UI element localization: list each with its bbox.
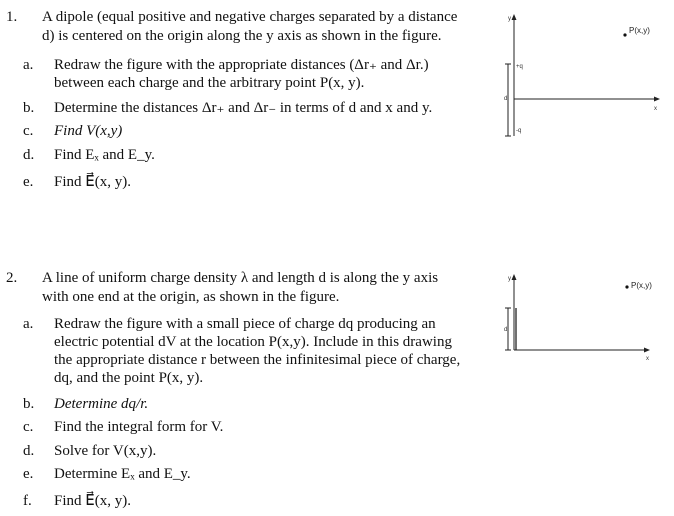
problem2-part-c-label: c.: [23, 419, 34, 435]
problem2-part-f-line1: Find E⃗(x, y).: [54, 493, 131, 509]
dipole-figure: [500, 8, 670, 148]
problem2-part-c-line1: Find the integral form for V.: [54, 419, 224, 435]
problem2-statement-line1: A line of uniform charge density λ and length d is along the y axis: [42, 270, 439, 286]
problem1-part-e-line1: Find E⃗(x, y).: [54, 174, 131, 190]
problem1-part-c-label: c.: [23, 123, 34, 139]
problem1-number: 1.: [6, 9, 18, 25]
problem2-part-d-label: d.: [23, 443, 35, 459]
problem2-part-a-line2: electric potential dV at the location P(x,y). Include in this drawing: [54, 334, 452, 350]
problem2-number: 2.: [6, 270, 18, 286]
figure2-x-arrow-icon: [644, 348, 650, 353]
problem1-part-a-label: a.: [23, 57, 34, 73]
problem2-part-f-label: f.: [23, 493, 32, 509]
problem1-part-b-line1: Determine the distances Δr₊ and Δr₋ in terms of d and x and y.: [54, 100, 433, 116]
problem1-part-a-line2: between each charge and the arbitrary point P(x, y).: [54, 75, 365, 91]
line-charge-figure: [500, 268, 670, 368]
figure1-plus-charge-label: +q: [516, 64, 523, 70]
problem2-part-b-line1: Determine dq/r.: [54, 396, 149, 412]
figure1-x-label: x: [654, 106, 657, 112]
figure1-point-p: [623, 33, 626, 36]
figure1-point-label: P(x,y): [629, 26, 650, 35]
problem2-part-e-line1: Determine Eₓ and E_y.: [54, 466, 191, 482]
problem1-part-a-line1: Redraw the figure with the appropriate distances (Δr₊ and Δr.): [54, 57, 429, 73]
figure1-d-label: d: [504, 96, 508, 102]
problem2-part-a-line3: the appropriate distance r between the infinitesimal piece of charge,: [54, 352, 461, 368]
problem2-part-a-label: a.: [23, 316, 34, 332]
figure2-d-label: d: [504, 327, 508, 333]
figure2-x-label: x: [646, 356, 649, 362]
figure2-y-arrow-icon: [512, 274, 517, 280]
problem1-part-d-line1: Find Eₓ and E_y.: [54, 147, 155, 163]
problem1-part-c-line1: Find V(x,y): [54, 123, 123, 139]
figure1-x-arrow-icon: [654, 97, 660, 102]
figure1-y-label: y: [508, 16, 511, 22]
problem1-part-b-label: b.: [23, 100, 35, 116]
problem1-part-e-label: e.: [23, 174, 34, 190]
figure2-point-label: P(x,y): [631, 281, 652, 290]
problem2-statement-line2: with one end at the origin, as shown in the figure.: [42, 289, 340, 305]
figure1-minus-charge-label: -q: [516, 128, 522, 134]
problem2-part-d-line1: Solve for V(x,y).: [54, 443, 157, 459]
problem1-statement-line1: A dipole (equal positive and negative charges separated by a distance: [42, 9, 458, 25]
problem1-part-d-label: d.: [23, 147, 35, 163]
figure2-point-p: [625, 285, 628, 288]
problem2-part-a-line4: dq, and the point P(x, y).: [54, 370, 204, 386]
figure2-y-label: y: [508, 276, 511, 282]
problem2-part-a-line1: Redraw the figure with a small piece of charge dq producing an: [54, 316, 436, 332]
problem1-statement-line2: d) is centered on the origin along the y axis as shown in the figure.: [42, 28, 442, 44]
figure1-y-arrow-icon: [512, 14, 517, 20]
problem2-part-b-label: b.: [23, 396, 35, 412]
problem2-part-e-label: e.: [23, 466, 34, 482]
